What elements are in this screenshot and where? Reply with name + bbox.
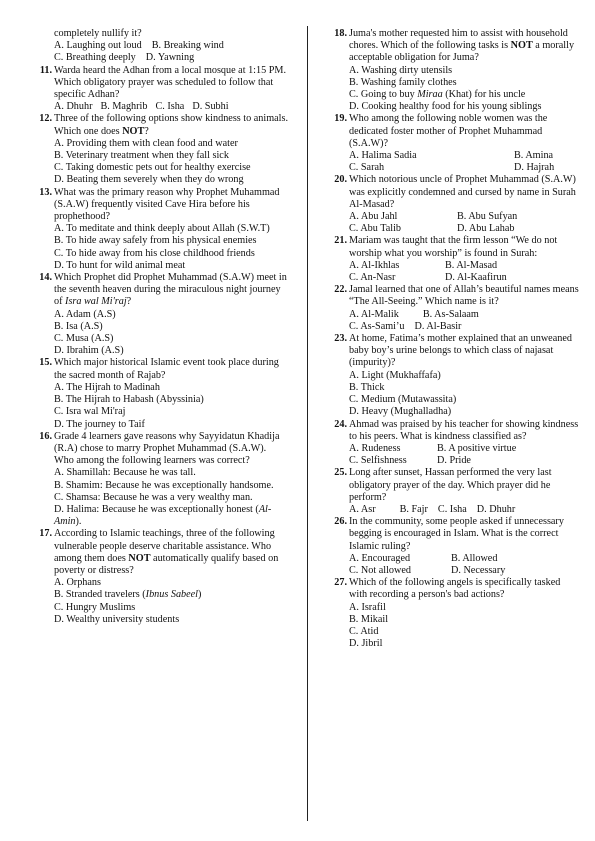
stem-emphasis: NOT xyxy=(128,552,151,564)
options-grid xyxy=(349,443,580,467)
option-text: ). xyxy=(75,516,82,528)
option-d[interactable]: D. Hajrah xyxy=(514,162,555,174)
options-row xyxy=(54,101,288,113)
options-grid xyxy=(349,211,580,235)
option-d[interactable]: D. Necessary xyxy=(451,564,506,576)
option-a[interactable]: A. Abu Jahl xyxy=(349,211,398,223)
stem-emphasis: NOT xyxy=(510,40,533,52)
stem-text: ? xyxy=(144,125,149,137)
question-stem: Which of the following angels is specifically tasked with recording a person's bad actions? xyxy=(349,577,561,601)
question-stem: Grade 4 learners gave reasons why Sayyidatun Khadija (R.A) chose to marry Prophet Muhammad (S.A.W). Who among the following learners was correct? xyxy=(54,430,280,467)
option-d[interactable]: D. Ibrahim (A.S) xyxy=(54,345,124,357)
option-italic: Ibnus Sabeel xyxy=(145,589,199,601)
option-c[interactable] xyxy=(349,89,580,101)
option-a[interactable]: A. Al-Malik xyxy=(349,308,399,320)
option-b[interactable]: B. A positive virtue xyxy=(437,442,517,454)
option-italic: Al-Amin xyxy=(54,503,272,528)
stem-text: ? xyxy=(126,296,132,308)
stem-text: a morally acceptable obligation for Juma? xyxy=(349,40,575,64)
option-c[interactable]: C. Not allowed xyxy=(349,564,411,576)
stem-text: Juma's mother requested him to assist with household chores. Which of the following tasks is xyxy=(349,28,568,52)
options-row xyxy=(349,321,580,333)
question-stem xyxy=(349,28,580,65)
option-b[interactable]: B. As-Salaam xyxy=(422,308,479,320)
option-text: D. Halima: Because he was exceptionally honest ( xyxy=(54,503,259,515)
option-c[interactable]: C. Sarah xyxy=(349,162,385,174)
question-16 xyxy=(33,431,288,529)
option-a[interactable]: A. The Hijrah to Madinah xyxy=(54,381,160,393)
option-a[interactable]: A. Rudeness xyxy=(349,442,401,454)
question-22 xyxy=(328,284,580,333)
question-number: 16. xyxy=(39,430,52,442)
question-number: 25. xyxy=(334,467,347,479)
option-a[interactable]: A. Providing them with clean food and water xyxy=(54,137,238,149)
question-number: 15. xyxy=(39,357,52,369)
option-b[interactable]: B. Maghrib xyxy=(100,101,148,113)
option-a[interactable]: A. Halima Sadia xyxy=(349,150,417,162)
option-a[interactable]: A. Shamillah: Because he was tall. xyxy=(54,467,196,479)
options-grid xyxy=(349,150,580,174)
options-row xyxy=(349,504,580,516)
question-number: 23. xyxy=(334,333,347,345)
option-d[interactable]: D. Cooking healthy food for his young siblings xyxy=(349,101,542,113)
question-number: 26. xyxy=(334,516,347,528)
options-row xyxy=(54,40,288,52)
options-grid xyxy=(349,553,580,577)
question-13 xyxy=(33,187,288,272)
option-c[interactable]: C. As-Sami’u xyxy=(349,320,405,332)
option-a[interactable]: A. Adam (A.S) xyxy=(54,308,116,320)
option-c[interactable]: C. To hide away from his close childhood friends xyxy=(54,247,255,259)
option-a[interactable]: A. Asr xyxy=(349,503,376,515)
question-18 xyxy=(328,28,580,113)
option-b[interactable]: B. Fajr xyxy=(399,503,428,515)
question-24 xyxy=(328,419,580,468)
option-d[interactable]: D. The journey to Taif xyxy=(54,418,145,430)
options-row xyxy=(349,309,580,321)
option-b[interactable]: B. Thick xyxy=(349,381,385,393)
option-d[interactable]: D. Al-Kaafirun xyxy=(445,272,507,284)
question-27 xyxy=(328,577,580,650)
question-stem: Ahmad was praised by his teacher for showing kindness to his peers. What is kindness classified as? xyxy=(349,418,579,442)
option-b[interactable]: B. Al-Masad xyxy=(445,259,498,271)
question-number: 18. xyxy=(334,28,347,39)
question-stem: Warda heard the Adhan from a local mosque at 1:15 PM. Which obligatory prayer was scheduled to follow that specific Adhan? xyxy=(54,64,287,101)
question-number: 12. xyxy=(39,113,52,125)
question-number: 11. xyxy=(39,64,52,76)
stem-text: Three of the following options show kindness to animals. Which one does xyxy=(54,113,288,137)
option-a[interactable]: A. Dhuhr xyxy=(54,101,93,113)
question-10-continuation xyxy=(33,28,288,65)
stem-text: According to Islamic teachings, three of the following vulnerable people deserve charitable assistance. Who among them does xyxy=(54,528,275,564)
option-b[interactable]: B. Allowed xyxy=(451,552,498,564)
option-c[interactable]: C. Medium (Mutawassita) xyxy=(349,394,457,406)
option-d[interactable]: D. Subhi xyxy=(192,101,229,113)
option-d[interactable]: D. Yawning xyxy=(145,52,195,64)
option-b[interactable]: B. Isa (A.S) xyxy=(54,320,103,332)
question-15 xyxy=(33,357,288,430)
question-20 xyxy=(328,174,580,235)
stem-text: Which Prophet did Prophet Muhammad (S.A.W) meet in the seventh heaven during the miraculous night journey of xyxy=(54,272,287,308)
option-b[interactable]: B. Veterinary treatment when they fall sick xyxy=(54,150,229,162)
option-d[interactable]: D. Al-Basir xyxy=(414,320,462,332)
stem-text: automatically qualify based on poverty or distress? xyxy=(54,552,279,576)
question-stem: Which major historical Islamic event took place during the sacred month of Rajab? xyxy=(54,357,279,381)
option-d[interactable]: D. Wealthy university students xyxy=(54,613,180,625)
option-a[interactable]: A. Al-Ikhlas xyxy=(349,259,400,271)
option-c[interactable]: C. Abu Talib xyxy=(349,223,402,235)
question-25 xyxy=(328,467,580,516)
option-d[interactable]: D. Pride xyxy=(437,455,471,467)
option-text: (Khat) for his uncle xyxy=(442,89,526,101)
option-b[interactable]: B. Shamim: Because he was exceptionally handsome. xyxy=(54,479,274,491)
option-a[interactable]: A. Orphans xyxy=(54,577,101,589)
question-stem xyxy=(54,113,288,137)
option-a[interactable]: A. Encouraged xyxy=(349,552,411,564)
question-21 xyxy=(328,235,580,284)
question-19 xyxy=(328,113,580,174)
option-b[interactable] xyxy=(54,589,288,601)
question-number: 27. xyxy=(334,577,347,589)
question-26 xyxy=(328,516,580,577)
option-c[interactable]: C. Musa (A.S) xyxy=(54,333,114,345)
option-c[interactable]: C. Hungry Muslims xyxy=(54,601,136,613)
left-column xyxy=(33,28,288,626)
option-c[interactable]: C. Atid xyxy=(349,625,379,637)
option-d[interactable]: D. To hunt for wild animal meat xyxy=(54,259,186,271)
question-stem: Long after sunset, Hassan performed the very last obligatory prayer of the day. Which prayer did he perform? xyxy=(349,467,552,503)
option-c[interactable]: C. Taking domestic pets out for healthy exercise xyxy=(54,162,251,174)
option-d[interactable]: D. Dhuhr xyxy=(476,503,516,515)
question-stem: Mariam was taught that the firm lesson “We do not worship what you worship” is found in Surah: xyxy=(349,235,558,259)
stem-emphasis: NOT xyxy=(122,125,145,137)
question-number: 22. xyxy=(334,284,347,296)
question-stem xyxy=(54,528,288,577)
question-11 xyxy=(33,65,288,114)
option-text: B. Stranded travelers ( xyxy=(54,589,146,601)
option-d[interactable]: D. Jibril xyxy=(349,638,383,650)
option-c[interactable]: C. Isha xyxy=(437,503,467,515)
option-a[interactable]: A. To meditate and think deeply about Allah (S.W.T) xyxy=(54,223,270,235)
question-stem: Who among the following noble women was the dedicated foster mother of Prophet Muhammad (S.A.W)? xyxy=(349,113,548,149)
column-divider xyxy=(307,26,308,821)
question-12 xyxy=(33,113,288,186)
option-c[interactable]: C. Shamsa: Because he was a very wealthy man. xyxy=(54,491,253,503)
right-column xyxy=(328,28,580,650)
question-stem xyxy=(54,272,288,309)
option-c[interactable]: C. Isra wal Mi'raj xyxy=(54,406,126,418)
option-a[interactable]: A. Israfil xyxy=(349,601,386,613)
option-c[interactable]: C. Isha xyxy=(155,101,185,113)
option-b[interactable]: B. Amina xyxy=(514,150,554,162)
question-14 xyxy=(33,272,288,357)
option-c[interactable]: C. Breathing deeply xyxy=(54,52,136,64)
option-d[interactable]: D. Beating them severely when they do wrong xyxy=(54,174,244,186)
option-b[interactable]: B. The Hijrah to Habash (Abyssinia) xyxy=(54,394,204,406)
option-c[interactable]: C. An-Nasr xyxy=(349,272,396,284)
options-row xyxy=(54,52,288,64)
option-italic: Miraa xyxy=(417,89,443,101)
option-c[interactable]: C. Selfishness xyxy=(349,455,407,467)
question-number: 24. xyxy=(334,418,347,430)
question-number: 17. xyxy=(39,528,52,540)
question-17 xyxy=(33,528,288,626)
question-number: 19. xyxy=(334,113,347,125)
option-b[interactable]: B. Abu Sufyan xyxy=(457,211,518,223)
question-stem: At home, Fatima’s mother explained that an unweaned baby boy’s urine belongs to which class of najasat (impurity)? xyxy=(349,333,572,369)
option-a[interactable]: A. Washing dirty utensils xyxy=(349,64,453,76)
options-grid xyxy=(349,260,580,284)
option-b[interactable]: B. Washing family clothes xyxy=(349,76,457,88)
question-stem: What was the primary reason why Prophet Muhammad (S.A.W) frequently visited Cave Hira before his prophethood? xyxy=(54,186,280,223)
option-a[interactable]: A. Laughing out loud xyxy=(54,40,142,52)
question-number: 20. xyxy=(334,174,347,186)
question-number: 21. xyxy=(334,235,347,247)
option-b[interactable]: B. To hide away safely from his physical enemies xyxy=(54,235,257,247)
option-b[interactable]: B. Mikail xyxy=(349,613,389,625)
option-text: C. Going to buy xyxy=(349,89,418,101)
option-text: ) xyxy=(198,589,202,601)
option-d[interactable]: D. Heavy (Mughalladha) xyxy=(349,406,452,418)
question-stem: Which notorious uncle of Prophet Muhammad (S.A.W) was explicitly condemned and cursed by name in Surah Al-Masad? xyxy=(349,174,576,210)
option-d[interactable]: D. Abu Lahab xyxy=(457,223,515,235)
option-d[interactable] xyxy=(54,504,288,528)
question-number: 13. xyxy=(39,186,52,198)
question-stem: In the community, some people asked if unnecessary begging is encouraged in Islam. What is the correct Islamic ruling? xyxy=(349,516,564,552)
stem-italic: Isra wal Mi'raj xyxy=(65,296,127,308)
question-stem: Jamal learned that one of Allah’s beautiful names means “The All-Seeing.” Which name is it? xyxy=(349,284,579,308)
question-23 xyxy=(328,333,580,418)
option-b[interactable]: B. Breaking wind xyxy=(151,40,224,52)
question-stem: completely nullify it? xyxy=(54,28,142,39)
option-a[interactable]: A. Light (Mukhaffafa) xyxy=(349,369,441,381)
question-number: 14. xyxy=(39,272,52,284)
